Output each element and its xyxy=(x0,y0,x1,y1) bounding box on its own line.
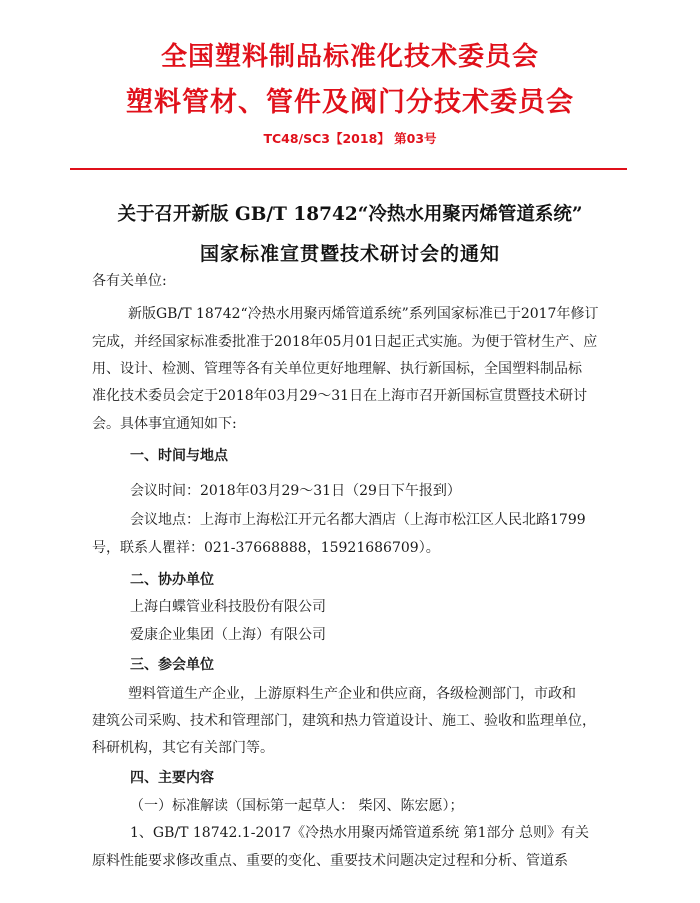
meeting-time: 会议时间：2018年03月29～31日（29日下午报到） xyxy=(130,483,461,499)
intro-line: 准化技术委员会定于2018年03月29～31日在上海市召开新国标宣贯暨技术研讨 xyxy=(92,388,588,404)
section-heading-main-content: 四、主要内容 xyxy=(130,770,214,786)
intro-line: 完成，并经国家标准委批准于2018年05月01日起正式实施。为便于管材生产、应 xyxy=(92,334,598,350)
subcommittee-name: 塑料管材、管件及阀门分技术委员会 xyxy=(126,87,574,118)
section-heading-co-organizers: 二、协办单位 xyxy=(130,572,214,588)
content-item-line: 原料性能要求修改重点、重要的变化、重要技术问题决定过程和分析、管道系 xyxy=(92,853,568,869)
section-heading-time-place: 一、时间与地点 xyxy=(130,448,228,464)
notice-title-line-1: 关于召开新版 GB/T 18742“冷热水用聚丙烯管道系统” xyxy=(117,204,583,225)
co-organizer: 爱康企业集团（上海）有限公司 xyxy=(130,627,326,643)
intro-line: 新版GB/T 18742“冷热水用聚丙烯管道系统”系列国家标准已于2017年修订 xyxy=(128,306,599,322)
intro-line: 会。具体事宜通知如下: xyxy=(92,416,237,432)
meeting-place-line: 号，联系人瞿祥：021-37668888，15921686709）。 xyxy=(92,540,440,556)
participants-line: 塑料管道生产企业，上游原料生产企业和供应商，各级检测部门，市政和 xyxy=(128,686,576,702)
co-organizer: 上海白蝶管业科技股份有限公司 xyxy=(130,599,326,615)
committee-name: 全国塑料制品标准化技术委员会 xyxy=(160,42,539,72)
participants-line: 科研机构，其它有关部门等。 xyxy=(92,740,274,756)
header-divider xyxy=(70,168,627,170)
section-heading-participants: 三、参会单位 xyxy=(130,657,214,673)
meeting-place-line: 会议地点：上海市上海松江开元名都大酒店（上海市松江区人民北路1799 xyxy=(130,512,586,528)
notice-title-line-2: 国家标准宣贯暨技术研讨会的通知 xyxy=(199,243,500,265)
content-subheading: （一）标准解读（国标第一起草人： 柴冈、陈宏愿）； xyxy=(130,798,464,814)
content-item-line: 1、GB/T 18742.1-2017《冷热水用聚丙烯管道系统 第1部分 总则》有关 xyxy=(130,825,589,841)
participants-line: 建筑公司采购、技术和管理部门，建筑和热力管道设计、施工、验收和监理单位， xyxy=(92,713,596,729)
document-number: TC48/SC3【2018】 第03号 xyxy=(263,131,437,146)
salutation: 各有关单位: xyxy=(92,273,167,289)
intro-line: 用、设计、检测、管理等各有关单位更好地理解、执行新国标，全国塑料制品标 xyxy=(92,361,582,377)
